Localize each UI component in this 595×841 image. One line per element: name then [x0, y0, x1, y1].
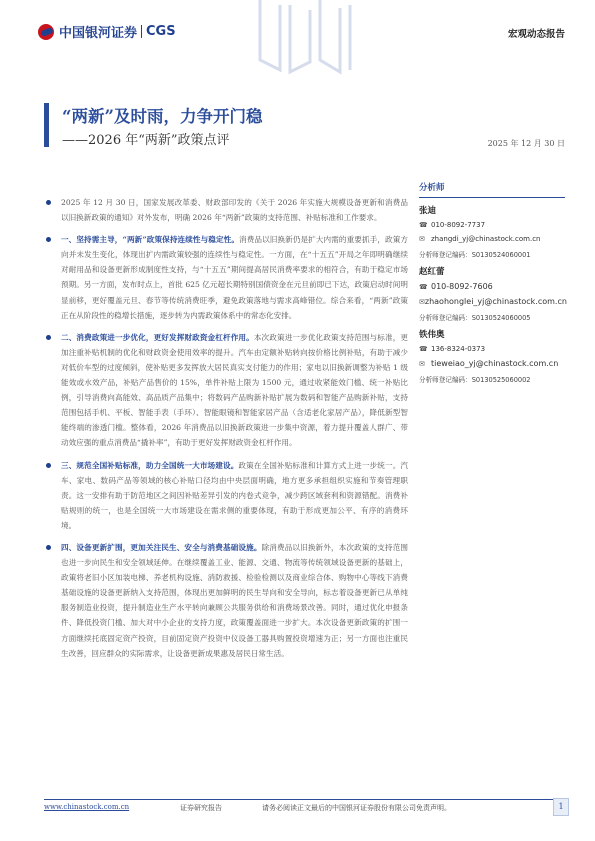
phone-icon: ☎: [419, 221, 428, 229]
phone-icon: ☎: [419, 345, 428, 353]
paragraph-body: 消费品以旧换新仍是扩大内需的重要抓手，政策方向并未发生变化，体现出扩内需政策较强的连续性与稳定性。一方面，在“十五五”开局之年即明确继续对耐用品和设备更新形成制度性支持，与“十五五”期间提高居民消费率要求的相符合，有助于稳定市场预期。另一方面，发布时点上，首批 625 亿元超长期特别国债资金在元旦前即已下达，政策启动时间明显前移，更好覆盖元旦、春节等传统消费旺季，避免政策落地与需求高峰错位。综合来看，“两新”政策正在从阶段性的稳增长措施，逐步转为内需政策体系中的常态化安排。: [61, 235, 409, 320]
paragraph-body: 除消费品以旧换新外，本次政策的支持范围也进一步向民生和安全领域延伸。在继续覆盖工业、能源、交通、物流等传统领域设备更新的基础上，政策将老旧小区加装电梯、养老机构设施、消防救援、检验检测以及商业综合体、购物中心等线下消费基础设施的设备更新纳入支持范围，体现出更加鲜明的民生导向和安全导向，标志着设备更新已从单纯服务制造业投资，提升制造业生产水平转向兼顾公共服务供给和消费场景改善。同时，通过优化申报条件、降低投资门槛、加大对中小企业的支持力度，政策覆盖面进一步扩大。本次设备更新政策的扩围一方面继续托底固定资产投资，目前固定资产投资中仪设备工器具购置投资增速为正；另一方面也注重民生改善，回应群众的实际需求，让设备更新成果惠及居民日常生活。: [61, 542, 409, 658]
section-paragraph: [44, 232, 408, 323]
section-paragraph: [44, 458, 408, 533]
bullet-icon: [46, 335, 51, 340]
paragraph-body: 政策在全国补贴标准和计算方式上进一步统一。汽车、家电、数码产品等领域的核心补贴口径均由中央层面明确，地方更多承担组织实施和节奏管理职责。这一安排有助于防范地区之间因补贴差异引发的内卷式竞争，减少跨区域套利和资源错配。消费补贴规则的统一，也是全国统一大市场建设在需求侧的重要体现，有助于形成更加公平、有序的消费环境。: [61, 460, 409, 530]
company-logo: [38, 22, 176, 41]
analyst-registration: 分析师登记编码：S0130524060005: [419, 314, 531, 322]
analyst-name: 赵红蕾: [419, 267, 445, 277]
section-heading: 二、消费政策进一步优化，更好发挥财政资金杠杆作用。: [61, 332, 254, 342]
email-link[interactable]: zhangdi_yj@chinastock.com.cn: [431, 235, 541, 243]
bullet-icon: [46, 200, 51, 205]
title-accent-bar: [44, 103, 49, 147]
analyst-phone: [419, 282, 565, 291]
report-type: 宏观动态报告: [507, 29, 565, 40]
bullet-icon: [46, 463, 51, 468]
mail-icon: ✉: [419, 235, 425, 243]
section-paragraph: [44, 540, 408, 661]
phone-icon: ☎: [419, 282, 428, 291]
analyst-email[interactable]: [419, 235, 565, 243]
analyst-registration: 分析师登记编码：S0130524060001: [419, 251, 531, 259]
logo-text-en: CGS: [146, 24, 176, 39]
analyst-card: [419, 265, 565, 322]
logo-divider: [141, 25, 142, 38]
header-decoration: [255, 0, 365, 80]
mail-icon: ✉: [419, 359, 425, 368]
analyst-phone: [419, 345, 565, 353]
paragraph-body: 2025 年 12 月 30 日，国家发展改革委、财政部印发的《关于 2026 年实施大规模设备更新和消费品以旧换新政策的通知》对外发布，明确 2026 年“两新”政策的支持范围、补贴标准和工作要求。: [61, 198, 408, 223]
main-content: [44, 195, 408, 668]
analyst-sidebar: [419, 181, 565, 390]
footer-disclaimer: 请务必阅读正文最后的中国银河证券股份有限公司免责声明。: [262, 804, 451, 812]
sidebar-heading: 分析师: [419, 181, 565, 198]
analyst-card: [419, 204, 565, 259]
analyst-registration: 分析师登记编码：S0130525060002: [419, 376, 531, 384]
phone-text: 136-8324-0373: [431, 345, 486, 353]
phone-text: 010-8092-7737: [431, 221, 486, 229]
logo-text-cn: 中国银河证券: [59, 26, 138, 41]
page-title: “两新”及时雨，力争开门稳: [62, 107, 263, 126]
section-heading: 三、规范全国补贴标准，助力全国统一大市场建设。: [61, 460, 239, 470]
analyst-name: 铁伟奥: [419, 330, 445, 340]
paragraph-body: 本次政策进一步优化政策支持范围与标准，更加注重补贴机制的优化和财政资金使用效率的提升。汽车由定额补贴转向按价格比例补贴，有助于减少对低价车型的过度倾斜，使补贴更多发挥放大居民真实支付能力的作用；家电以旧换新调整为补贴 1 级能效或水效产品，补贴产品售价的 15%，单件补贴上限为 1500 元，通过收紧能效门槛、统一补贴比例，引导消费向高能效、高品质产品集中；将数码产品购新补贴扩展为数码和智能产品购新补贴，支持范围包括手机、平板、智能手表（手环）、智能眼镜和智能家居产品（含适老化家居产品），降低新型智能终端的渗透门槛。整体看，2026 年消费品以旧换新政策进一步集中资源，着力提升覆盖人群广、带动效应强的重点消费品“撬补率”，有助于更好发挥财政资金杠杆作用。: [61, 332, 408, 448]
page-subtitle: ——2026 年“两新”政策点评: [62, 133, 230, 148]
page-number: 1: [553, 798, 569, 816]
footer-website-link[interactable]: www.chinastock.com.cn: [44, 803, 130, 811]
section-paragraph: [44, 330, 408, 451]
email-link[interactable]: tieweiao_yj@chinastock.com.cn: [431, 359, 559, 368]
email-link[interactable]: zhaohonglei_yj@chinastock.com.cn: [424, 297, 567, 306]
section-heading: 四、设备更新扩围，更加关注民生、安全与消费基础设施。: [61, 542, 262, 552]
logo-icon: [38, 24, 54, 40]
report-date: 2025 年 12 月 30 日: [487, 139, 565, 148]
bullet-icon: [46, 545, 51, 550]
footer-divider: [44, 799, 566, 800]
footer-label: 证券研究报告: [180, 804, 222, 812]
mail-icon: ✉: [419, 297, 425, 306]
analyst-email[interactable]: [419, 297, 565, 306]
analyst-phone: [419, 221, 565, 229]
analyst-card: [419, 328, 565, 384]
page-header: [0, 0, 595, 90]
phone-text: 010-8092-7606: [431, 282, 493, 291]
analyst-name: 张迪: [419, 206, 437, 216]
section-heading: 一、坚持需主导，“两新”政策保持连续性与稳定性。: [61, 235, 240, 245]
intro-paragraph: [44, 195, 408, 225]
bullet-icon: [46, 237, 51, 242]
analyst-email[interactable]: [419, 359, 565, 368]
